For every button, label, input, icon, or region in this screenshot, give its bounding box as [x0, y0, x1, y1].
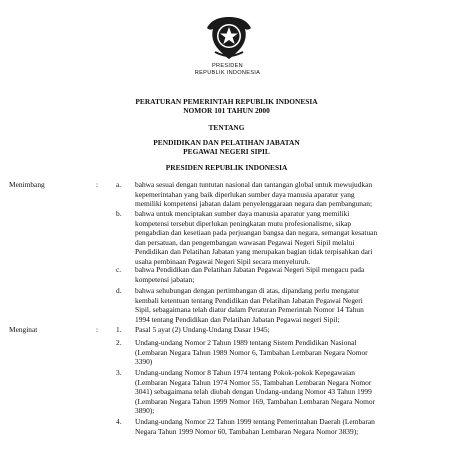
- menimbang-marker-c: c.: [116, 265, 122, 274]
- text-line: memiliki kompetensi jabatan dalam penyelenggaraan negara dan pembangunan;: [135, 199, 373, 209]
- menimbang-label: Menimbang: [9, 180, 45, 189]
- menimbang-marker-a: a.: [116, 180, 122, 189]
- menimbang-item-c: [135, 265, 450, 284]
- menimbang-marker-d: d.: [116, 286, 122, 295]
- text-line: (Lembaran Negara Tahun 1999 Nomor 169, Tambahan Lembaran Negara Nomor: [135, 396, 376, 406]
- text-line: (Lembaran Negara Tahun 1989 Nomor 6, Tambahan Lembaran Negara Nomor: [135, 347, 368, 357]
- subject-line-2: PEGAWAI NEGERI SIPIL: [183, 147, 270, 156]
- menimbang-colon: :: [96, 180, 99, 189]
- text-line: Pendidikan dan Pelatihan Jabatan yang merupakan bagian tidak terpisahkan dari: [135, 247, 373, 257]
- menimbang-item-a: [135, 180, 450, 209]
- menimbang-item-d: [135, 286, 450, 324]
- mengingat-label: Menginat: [9, 325, 38, 334]
- mengingat-item-4: [135, 417, 450, 436]
- menimbang-item-b: [135, 209, 450, 267]
- text-line: kembali ketentuan tentang Pendidikan dan Pelatihan Jabatan Pegawai Negeri: [135, 295, 363, 305]
- issuer-heading: PRESIDEN REPUBLIK INDONESIA: [165, 163, 288, 172]
- text-line: kompetensi tersebut diperlukan peningkatan mutu profesionalisme, sikap: [135, 218, 352, 228]
- text-line: 1994 tentang Pendidikan dan Pelatihan Jabatan Pegawai negeri Sipil;: [135, 314, 340, 324]
- text-line: Undang-undang Nomor 22 Tahun 1999 tentang Pemerintahan Daerah (Lembaran: [135, 417, 375, 426]
- text-line: dan persatuan, dan pengembangan wawasan Pegawai Negeri Sipil melalui: [135, 237, 355, 247]
- mengingat-marker-3: 3.: [116, 368, 122, 377]
- text-line: 3890);: [135, 406, 155, 416]
- text-line: bahwa untuk menciptakan sumber daya manusia aparatur yang memiliki: [135, 209, 350, 218]
- text-line: kepemerintahan yang baik diperlukan sumber daya manusia aparatur yang: [135, 189, 355, 199]
- garuda-star-emblem-icon: [205, 14, 253, 60]
- mengingat-marker-4: 4.: [116, 417, 122, 426]
- text-line: 3390): [135, 357, 153, 367]
- text-line: kompetensi jabatan;: [135, 274, 195, 284]
- text-line: pengabdian dan kesetiaan pada perjuangan bangsa dan negara, semangat kesatuan: [135, 228, 378, 238]
- text-line: Undang-undang Nomor 8 Tahun 1974 tentang Pokok-pokok Kepegawaian: [135, 368, 355, 377]
- subject-line-1: PENDIDIKAN DAN PELATIHAN JABATAN: [153, 138, 300, 147]
- menimbang-marker-b: b.: [116, 209, 122, 218]
- text-line: bahwa sehubungan dengan pertimbangan di atas, dipandang perlu mengatur: [135, 286, 360, 295]
- text-line: bahwa Pendidikan dan Pelatihan Jabatan Pegawai Negeri Sipil mengacu pada: [135, 265, 365, 274]
- text-line: Undang-undang Nomor 2 Tahun 1989 tentang Sistem Pendidikan Nasional: [135, 338, 357, 347]
- text-line: (Lembaran Negara Tahun 1974 Nomor 55, Tambahan Lembaran Negara Nomor: [135, 377, 372, 387]
- emblem-caption-republik: REPUBLIK INDONESIA: [194, 70, 261, 76]
- regulation-title: PERATURAN PEMERINTAH REPUBLIK INDONESIA: [135, 97, 318, 106]
- text-line: usaha pembinaan Pegawai Negeri Sipil secara menyeluruh.: [135, 256, 311, 266]
- regulation-number: NOMOR 101 TAHUN 2000: [183, 106, 270, 115]
- mengingat-item-3: [135, 368, 450, 416]
- text-line: Sipil, sebagaimana telah diatur dalam Peraturan Pemerintah Nomor 14 Tahun: [135, 305, 364, 315]
- text-line: Pasal 5 ayat (2) Undang-Undang Dasar 1945;: [135, 325, 270, 334]
- text-line: Negara Tahun 1999 Nomor 60, Tambahan Lembaran Negara Nomor 3839);: [135, 426, 359, 436]
- mengingat-marker-2: 2.: [116, 338, 122, 347]
- mengingat-item-1: [135, 325, 450, 335]
- mengingat-colon: :: [96, 325, 99, 334]
- text-line: 3041) sebagaimana telah diubah dengan Undang-undang Nomor 43 Tahun 1999: [135, 387, 372, 397]
- text-line: bahwa sesuai dengan tuntutan nasional dan tantangan global untuk mewujudkan: [135, 180, 373, 189]
- mengingat-marker-1: 1.: [116, 325, 122, 334]
- tentang-heading: TENTANG: [208, 123, 245, 132]
- mengingat-item-2: [135, 338, 450, 367]
- emblem-caption-presiden: PRESIDEN: [212, 63, 243, 69]
